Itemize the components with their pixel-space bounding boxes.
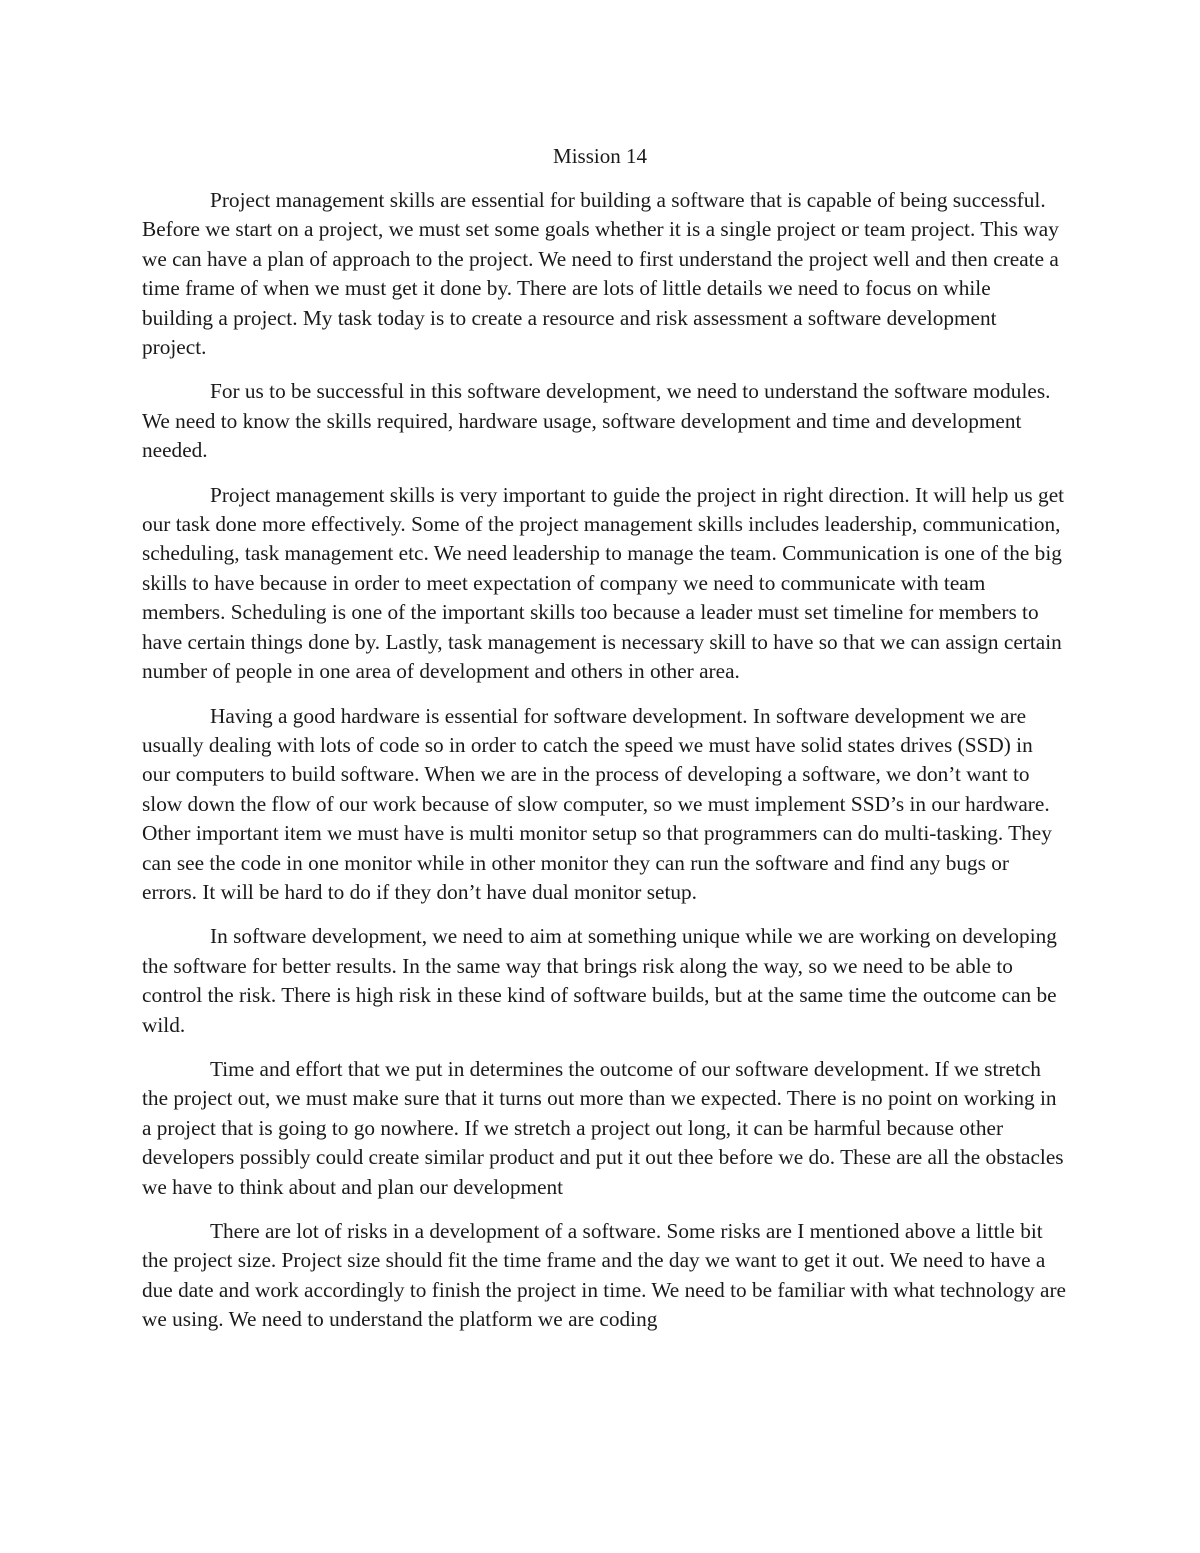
paragraph-7: There are lot of risks in a development of a software. Some risks are I mentioned above a little bit the project size. Project size should fit the time frame and the day we want to get it out. We need to have a due date and work accordingly to finish the project in time. We need to be familiar with what technology are we using. We need to understand the platform we are coding xyxy=(142,1219,1067,1332)
paragraph-6: Time and effort that we put in determines the outcome of our software development. If we stretch the project out, we must make sure that it turns out more than we expected. There is no point on working in a project that is going to go nowhere. If we stretch a project out long, it can be harmful because other developers possibly could create similar product and put it out thee before we do. These are all the obstacles we have to think about and plan our development xyxy=(142,1056,1064,1199)
paragraph-3: Project management skills is very important to guide the project in right direction. It will help us get our task done more effectively. Some of the project management skills includes leadership, communication, scheduling, task management etc. We need leadership to manage the team. Communication is one of the big skills to have because in order to meet expectation of company we need to communicate with team members. Scheduling is one of the important skills too because a leader must set timeline for members to have certain things done by. Lastly, task management is necessary skill to have so that we can assign certain number of people in one area of development and others in other area. xyxy=(142,482,1065,684)
paragraph-4: Having a good hardware is essential for software development. In software development we are usually dealing with lots of code so in order to catch the speed we must have solid states drives (SSD) in our computers to build software. When we are in the process of developing a software, we don’t want to slow down the flow of our work because of slow computer, so we must implement SSD’s in our hardware. Other important item we must have is multi monitor setup so that programmers can do multi-tasking. They can see the code in one monitor while in other monitor they can run the software and find any bugs or errors. It will be hard to do if they don’t have dual monitor setup. xyxy=(142,703,1052,904)
paragraph-2: For us to be successful in this software development, we need to understand the software modules. We need to know the skills required, hardware usage, software development and time and development needed. xyxy=(142,379,1051,463)
paragraph-5: In software development, we need to aim at something unique while we are working on developing the software for better results. In the same way that brings risk along the way, so we need to be able to control the risk. There is high risk in these kind of software builds, but at the same time the outcome can be wild. xyxy=(142,924,1057,1037)
document-body xyxy=(142,186,1066,1350)
paragraph-1: Project management skills are essential for building a software that is capable of being successful. Before we start on a project, we must set some goals whether it is a single project or team project. This way we can have a plan of approach to the project. We need to first understand the project well and then create a time frame of when we must get it done by. There are lots of little details we need to focus on while building a project. My task today is to create a resource and risk assessment a software development project. xyxy=(142,188,1059,360)
document-title: Mission 14 xyxy=(553,144,647,168)
